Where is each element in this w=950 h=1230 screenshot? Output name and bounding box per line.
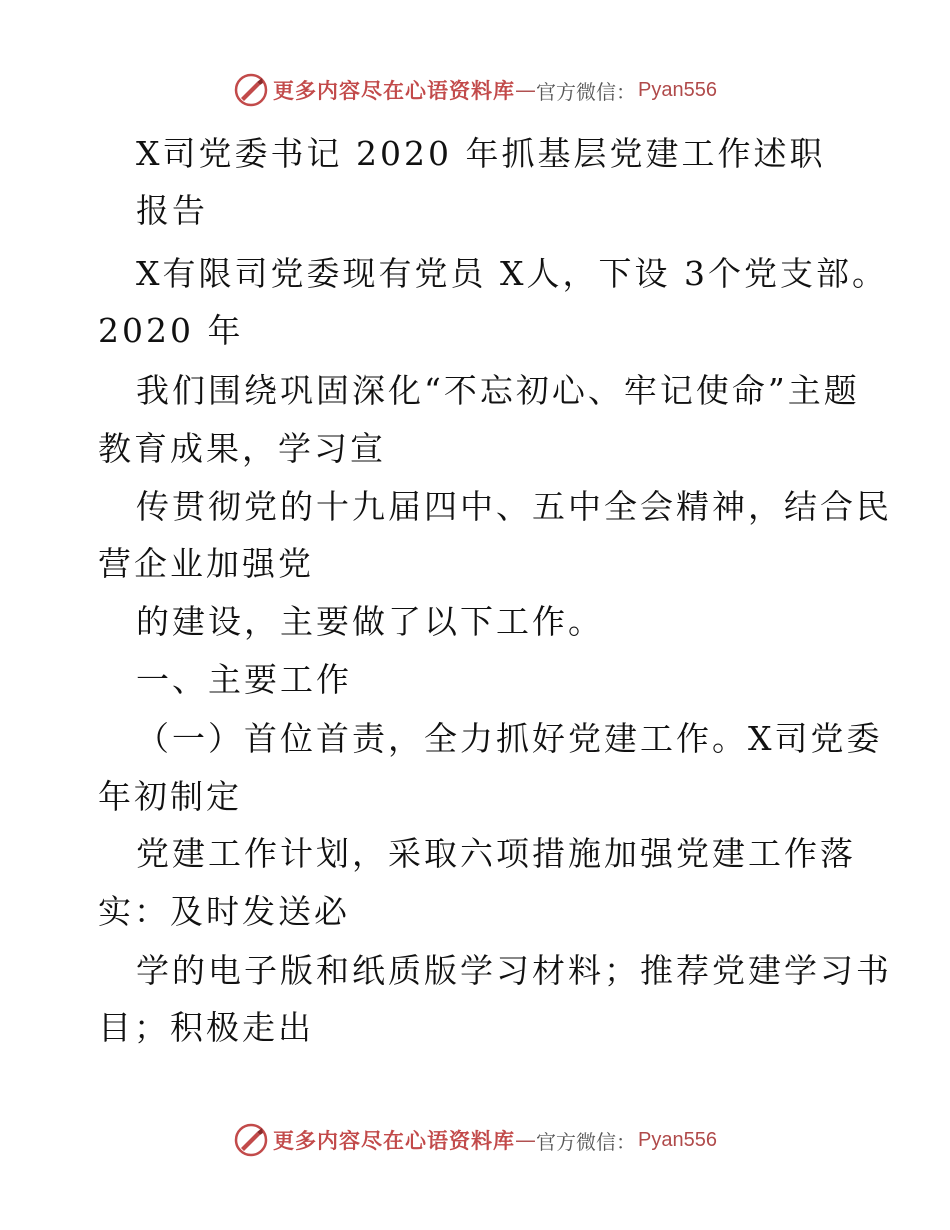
paragraph-line: 目；积极走出 [98, 1008, 314, 1047]
banner-wechat-id: Pyan556 [638, 78, 717, 101]
paragraph-line: （一）首位首责，全力抓好党建工作。X司党委 [136, 719, 883, 758]
banner-wechat-id: Pyan556 [638, 1128, 717, 1151]
paragraph-line: 的建设，主要做了以下工作。 [136, 602, 604, 641]
quill-pen-logo-icon [233, 72, 269, 108]
banner-slogan: 更多内容尽在心语资料库 [273, 79, 516, 103]
paragraph-line: 教育成果，学习宣 [98, 429, 386, 468]
footer-watermark-banner [0, 1120, 950, 1160]
paragraph-line: 传贯彻党的十九届四中、五中全会精神，结合民 [136, 487, 892, 526]
paragraph-line: 党建工作计划，采取六项措施加强党建工作落 [136, 834, 856, 873]
banner-separator: — [515, 78, 537, 102]
banner-wechat-label: 官方微信： [536, 1129, 637, 1154]
document-title-line-2: 报告 [136, 191, 208, 230]
paragraph-line: 我们围绕巩固深化“不忘初心、牢记使命”主题 [136, 371, 860, 410]
paragraph-line: 2020 年 [98, 311, 244, 350]
paragraph-line: X有限司党委现有党员 X人，下设 3个党支部。 [136, 254, 888, 293]
banner-wechat-label: 官方微信： [536, 79, 637, 104]
header-watermark-banner [0, 70, 950, 110]
banner-separator: — [515, 1128, 537, 1152]
paragraph-line: 营企业加强党 [98, 544, 314, 583]
section-heading: 一、主要工作 [136, 660, 352, 699]
paragraph-line: 年初制定 [98, 777, 242, 816]
quill-pen-logo-icon [233, 1122, 269, 1158]
document-title-line-1: X司党委书记 2020 年抓基层党建工作述职 [136, 134, 826, 173]
banner-slogan: 更多内容尽在心语资料库 [273, 1129, 516, 1153]
paragraph-line: 学的电子版和纸质版学习材料；推荐党建学习书 [136, 951, 892, 990]
paragraph-line: 实：及时发送必 [98, 892, 350, 931]
